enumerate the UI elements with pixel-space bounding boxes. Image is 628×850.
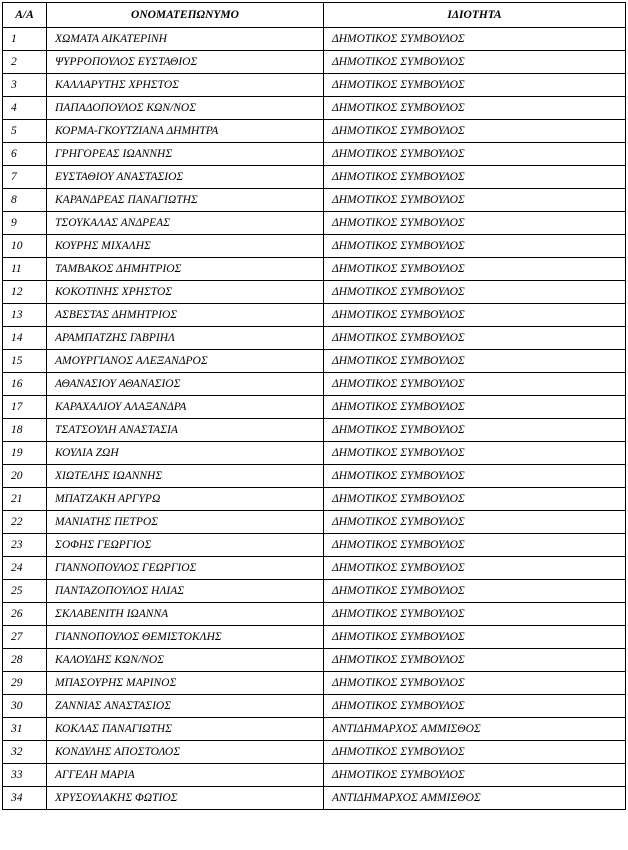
table-row [3,189,626,212]
row-full-name: ΕΥΣΤΑΘΙΟΥ ΑΝΑΣΤΑΣΙΟΣ [47,166,324,189]
row-number: 22 [3,511,47,534]
table-row [3,304,626,327]
row-number: 25 [3,580,47,603]
row-role: ΔΗΜΟΤΙΚΟΣ ΣΥΜΒΟΥΛΟΣ [324,350,626,373]
row-full-name: ΓΙΑΝΝΟΠΟΥΛΟΣ ΓΕΩΡΓΙΟΣ [47,557,324,580]
table-row [3,580,626,603]
row-number: 12 [3,281,47,304]
table-row [3,718,626,741]
row-full-name: ΣΟΦΗΣ ΓΕΩΡΓΙΟΣ [47,534,324,557]
row-role: ΔΗΜΟΤΙΚΟΣ ΣΥΜΒΟΥΛΟΣ [324,419,626,442]
row-role: ΑΝΤΙΔΗΜΑΡΧΟΣ ΑΜΜΙΣΘΟΣ [324,787,626,810]
row-number: 28 [3,649,47,672]
row-full-name: ΑΜΟΥΡΓΙΑΝΟΣ ΑΛΕΞΑΝΔΡΟΣ [47,350,324,373]
table-row [3,672,626,695]
column-header-number: Α/Α [3,3,47,28]
row-role: ΔΗΜΟΤΙΚΟΣ ΣΥΜΒΟΥΛΟΣ [324,626,626,649]
row-full-name: ΓΡΗΓΟΡΕΑΣ ΙΩΑΝΝΗΣ [47,143,324,166]
table-row [3,258,626,281]
row-role: ΔΗΜΟΤΙΚΟΣ ΣΥΜΒΟΥΛΟΣ [324,603,626,626]
row-role: ΔΗΜΟΤΙΚΟΣ ΣΥΜΒΟΥΛΟΣ [324,396,626,419]
row-role: ΔΗΜΟΤΙΚΟΣ ΣΥΜΒΟΥΛΟΣ [324,258,626,281]
row-full-name: ΜΠΑΤΖΑΚΗ ΑΡΓΥΡΩ [47,488,324,511]
members-table [2,2,626,810]
table-row [3,419,626,442]
table-row [3,120,626,143]
row-number: 16 [3,373,47,396]
row-number: 11 [3,258,47,281]
row-full-name: ΚΑΡΑΝΔΡΕΑΣ ΠΑΝΑΓΙΩΤΗΣ [47,189,324,212]
row-role: ΔΗΜΟΤΙΚΟΣ ΣΥΜΒΟΥΛΟΣ [324,327,626,350]
row-role: ΔΗΜΟΤΙΚΟΣ ΣΥΜΒΟΥΛΟΣ [324,534,626,557]
row-number: 34 [3,787,47,810]
table-row [3,557,626,580]
table-row [3,465,626,488]
row-full-name: ΚΟΚΛΑΣ ΠΑΝΑΓΙΩΤΗΣ [47,718,324,741]
row-full-name: ΚΑΛΛΑΡΥΤΗΣ ΧΡΗΣΤΟΣ [47,74,324,97]
row-number: 15 [3,350,47,373]
row-full-name: ΚΟΝΔΥΛΗΣ ΑΠΟΣΤΟΛΟΣ [47,741,324,764]
table-row [3,373,626,396]
row-number: 27 [3,626,47,649]
table-header-row [3,3,626,28]
row-role: ΔΗΜΟΤΙΚΟΣ ΣΥΜΒΟΥΛΟΣ [324,557,626,580]
row-number: 1 [3,28,47,51]
row-full-name: ΧΡΥΣΟΥΛΑΚΗΣ ΦΩΤΙΟΣ [47,787,324,810]
row-number: 6 [3,143,47,166]
row-number: 10 [3,235,47,258]
table-row [3,695,626,718]
row-role: ΔΗΜΟΤΙΚΟΣ ΣΥΜΒΟΥΛΟΣ [324,120,626,143]
row-full-name: ΜΠΑΣΟΥΡΗΣ ΜΑΡΙΝΟΣ [47,672,324,695]
row-number: 18 [3,419,47,442]
table-row [3,235,626,258]
row-role: ΔΗΜΟΤΙΚΟΣ ΣΥΜΒΟΥΛΟΣ [324,304,626,327]
table-row [3,28,626,51]
row-role: ΔΗΜΟΤΙΚΟΣ ΣΥΜΒΟΥΛΟΣ [324,281,626,304]
column-header-full-name: ΟΝΟΜΑΤΕΠΩΝΥΜΟ [47,3,324,28]
row-full-name: ΚΑΛΟΥΔΗΣ ΚΩΝ/ΝΟΣ [47,649,324,672]
table-row [3,787,626,810]
row-full-name: ΑΡΑΜΠΑΤΖΗΣ ΓΑΒΡΙΗΛ [47,327,324,350]
row-full-name: ΤΑΜΒΑΚΟΣ ΔΗΜΗΤΡΙΟΣ [47,258,324,281]
row-number: 29 [3,672,47,695]
table-row [3,649,626,672]
table-row [3,396,626,419]
row-full-name: ΠΑΝΤΑΖΟΠΟΥΛΟΣ ΗΛΙΑΣ [47,580,324,603]
row-full-name: ΚΟΡΜΑ-ΓΚΟΥΤΖΙΑΝΑ ΔΗΜΗΤΡΑ [47,120,324,143]
table-row [3,764,626,787]
row-number: 21 [3,488,47,511]
table-row [3,741,626,764]
row-full-name: ΣΚΛΑΒΕΝΙΤΗ ΙΩΑΝΝΑ [47,603,324,626]
table-row [3,166,626,189]
row-number: 2 [3,51,47,74]
row-number: 14 [3,327,47,350]
row-role: ΔΗΜΟΤΙΚΟΣ ΣΥΜΒΟΥΛΟΣ [324,511,626,534]
table-row [3,281,626,304]
row-role: ΔΗΜΟΤΙΚΟΣ ΣΥΜΒΟΥΛΟΣ [324,442,626,465]
row-number: 33 [3,764,47,787]
row-role: ΔΗΜΟΤΙΚΟΣ ΣΥΜΒΟΥΛΟΣ [324,166,626,189]
row-role: ΔΗΜΟΤΙΚΟΣ ΣΥΜΒΟΥΛΟΣ [324,373,626,396]
row-full-name: ΧΩΜΑΤΑ ΑΙΚΑΤΕΡΙΝΗ [47,28,324,51]
table-row [3,603,626,626]
row-role: ΔΗΜΟΤΙΚΟΣ ΣΥΜΒΟΥΛΟΣ [324,235,626,258]
row-full-name: ΚΟΥΡΗΣ ΜΙΧΑΛΗΣ [47,235,324,258]
row-role: ΔΗΜΟΤΙΚΟΣ ΣΥΜΒΟΥΛΟΣ [324,74,626,97]
row-full-name: ΤΣΟΥΚΑΛΑΣ ΑΝΔΡΕΑΣ [47,212,324,235]
row-role: ΔΗΜΟΤΙΚΟΣ ΣΥΜΒΟΥΛΟΣ [324,51,626,74]
row-full-name: ΑΓΓΕΛΗ ΜΑΡΙΑ [47,764,324,787]
table-row [3,534,626,557]
row-number: 8 [3,189,47,212]
row-number: 30 [3,695,47,718]
table-row [3,143,626,166]
row-role: ΔΗΜΟΤΙΚΟΣ ΣΥΜΒΟΥΛΟΣ [324,580,626,603]
row-number: 7 [3,166,47,189]
row-number: 4 [3,97,47,120]
row-number: 9 [3,212,47,235]
row-role: ΔΗΜΟΤΙΚΟΣ ΣΥΜΒΟΥΛΟΣ [324,741,626,764]
row-number: 3 [3,74,47,97]
row-full-name: ΑΘΑΝΑΣΙΟΥ ΑΘΑΝΑΣΙΟΣ [47,373,324,396]
row-full-name: ΖΑΝΝΙΑΣ ΑΝΑΣΤΑΣΙΟΣ [47,695,324,718]
row-full-name: ΚΟΥΛΙΑ ΖΩΗ [47,442,324,465]
row-number: 5 [3,120,47,143]
row-number: 13 [3,304,47,327]
table-row [3,350,626,373]
table-row [3,442,626,465]
row-number: 31 [3,718,47,741]
row-role: ΔΗΜΟΤΙΚΟΣ ΣΥΜΒΟΥΛΟΣ [324,488,626,511]
table-row [3,626,626,649]
row-full-name: ΚΑΡΑΧΑΛΙΟΥ ΑΛΑΞΑΝΔΡΑ [47,396,324,419]
row-role: ΔΗΜΟΤΙΚΟΣ ΣΥΜΒΟΥΛΟΣ [324,28,626,51]
row-full-name: ΠΑΠΑΔΟΠΟΥΛΟΣ ΚΩΝ/ΝΟΣ [47,97,324,120]
row-role: ΔΗΜΟΤΙΚΟΣ ΣΥΜΒΟΥΛΟΣ [324,695,626,718]
row-role: ΔΗΜΟΤΙΚΟΣ ΣΥΜΒΟΥΛΟΣ [324,212,626,235]
row-number: 23 [3,534,47,557]
row-number: 19 [3,442,47,465]
row-full-name: ΓΙΑΝΝΟΠΟΥΛΟΣ ΘΕΜΙΣΤΟΚΛΗΣ [47,626,324,649]
row-full-name: ΧΙΩΤΕΛΗΣ ΙΩΑΝΝΗΣ [47,465,324,488]
row-role: ΑΝΤΙΔΗΜΑΡΧΟΣ ΑΜΜΙΣΘΟΣ [324,718,626,741]
row-role: ΔΗΜΟΤΙΚΟΣ ΣΥΜΒΟΥΛΟΣ [324,143,626,166]
row-role: ΔΗΜΟΤΙΚΟΣ ΣΥΜΒΟΥΛΟΣ [324,97,626,120]
row-full-name: ΨΥΡΡΟΠΟΥΛΟΣ ΕΥΣΤΑΘΙΟΣ [47,51,324,74]
row-number: 26 [3,603,47,626]
table-row [3,212,626,235]
table-row [3,51,626,74]
row-role: ΔΗΜΟΤΙΚΟΣ ΣΥΜΒΟΥΛΟΣ [324,672,626,695]
row-number: 20 [3,465,47,488]
table-row [3,97,626,120]
column-header-role: ΙΔΙΟΤΗΤΑ [324,3,626,28]
row-role: ΔΗΜΟΤΙΚΟΣ ΣΥΜΒΟΥΛΟΣ [324,465,626,488]
table-row [3,74,626,97]
table-row [3,511,626,534]
row-role: ΔΗΜΟΤΙΚΟΣ ΣΥΜΒΟΥΛΟΣ [324,649,626,672]
row-number: 24 [3,557,47,580]
table-row [3,327,626,350]
row-full-name: ΤΣΑΤΣΟΥΛΗ ΑΝΑΣΤΑΣΙΑ [47,419,324,442]
row-role: ΔΗΜΟΤΙΚΟΣ ΣΥΜΒΟΥΛΟΣ [324,764,626,787]
row-full-name: ΑΣΒΕΣΤΑΣ ΔΗΜΗΤΡΙΟΣ [47,304,324,327]
table-row [3,488,626,511]
row-full-name: ΜΑΝΙΑΤΗΣ ΠΕΤΡΟΣ [47,511,324,534]
row-number: 32 [3,741,47,764]
row-role: ΔΗΜΟΤΙΚΟΣ ΣΥΜΒΟΥΛΟΣ [324,189,626,212]
row-full-name: ΚΟΚΟΤΙΝΗΣ ΧΡΗΣΤΟΣ [47,281,324,304]
row-number: 17 [3,396,47,419]
